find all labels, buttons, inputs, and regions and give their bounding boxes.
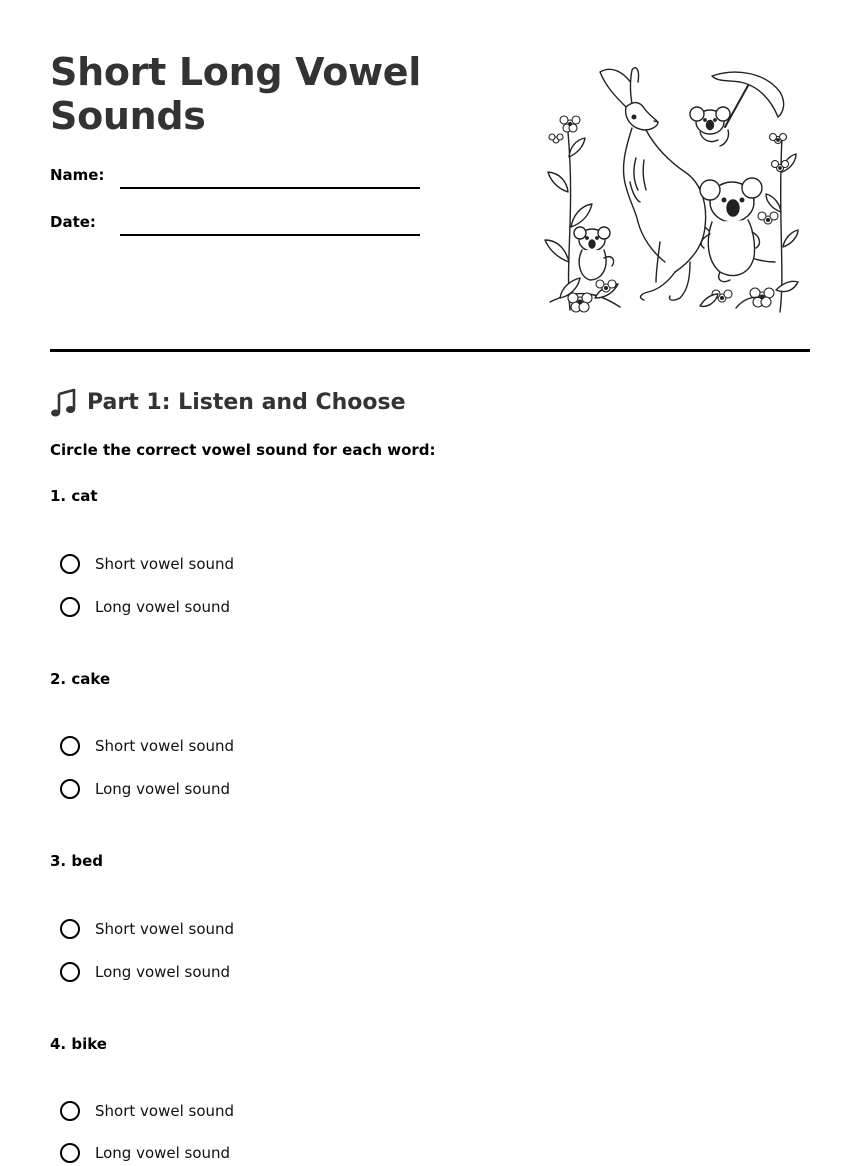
- part1-title: Part 1: Listen and Choose: [87, 390, 406, 415]
- question-label: 1. cat: [50, 487, 98, 505]
- option-long-vowel[interactable]: [60, 776, 230, 802]
- date-field[interactable]: [120, 234, 420, 236]
- part1-heading: [50, 388, 406, 418]
- option-short-vowel[interactable]: [60, 733, 234, 759]
- radio-circle[interactable]: [60, 597, 80, 617]
- question-label: 3. bed: [50, 852, 104, 870]
- date-label: Date:: [50, 213, 96, 231]
- option-label: Long vowel sound: [95, 598, 231, 616]
- option-long-vowel[interactable]: [60, 594, 230, 620]
- option-short-vowel[interactable]: [60, 1098, 234, 1124]
- question-label: 4. bike: [50, 1035, 107, 1053]
- option-long-vowel[interactable]: [60, 1140, 230, 1166]
- radio-circle[interactable]: [60, 736, 80, 756]
- header-divider: [50, 349, 810, 352]
- question-label: 2. cake: [50, 670, 111, 688]
- kangaroo-koala-illustration: [540, 62, 800, 317]
- radio-circle[interactable]: [60, 1143, 80, 1163]
- option-label: Short vowel sound: [95, 737, 235, 755]
- radio-circle[interactable]: [60, 919, 80, 939]
- radio-circle[interactable]: [60, 779, 80, 799]
- radio-circle[interactable]: [60, 962, 80, 982]
- radio-circle[interactable]: [60, 554, 80, 574]
- option-label: Long vowel sound: [95, 780, 231, 798]
- option-label: Long vowel sound: [95, 963, 231, 981]
- option-short-vowel[interactable]: [60, 916, 234, 942]
- option-label: Short vowel sound: [95, 555, 235, 573]
- page-title: Short Long Vowel Sounds: [50, 50, 422, 138]
- option-long-vowel[interactable]: [60, 959, 230, 985]
- radio-circle[interactable]: [60, 1101, 80, 1121]
- option-label: Short vowel sound: [95, 920, 235, 938]
- option-label: Short vowel sound: [95, 1102, 235, 1120]
- name-field[interactable]: [120, 187, 420, 189]
- option-short-vowel[interactable]: [60, 551, 234, 577]
- name-label: Name:: [50, 166, 105, 184]
- instructions-text: Circle the correct vowel sound for each word:: [50, 441, 436, 459]
- musical-note-icon: [50, 388, 78, 418]
- option-label: Long vowel sound: [95, 1144, 231, 1162]
